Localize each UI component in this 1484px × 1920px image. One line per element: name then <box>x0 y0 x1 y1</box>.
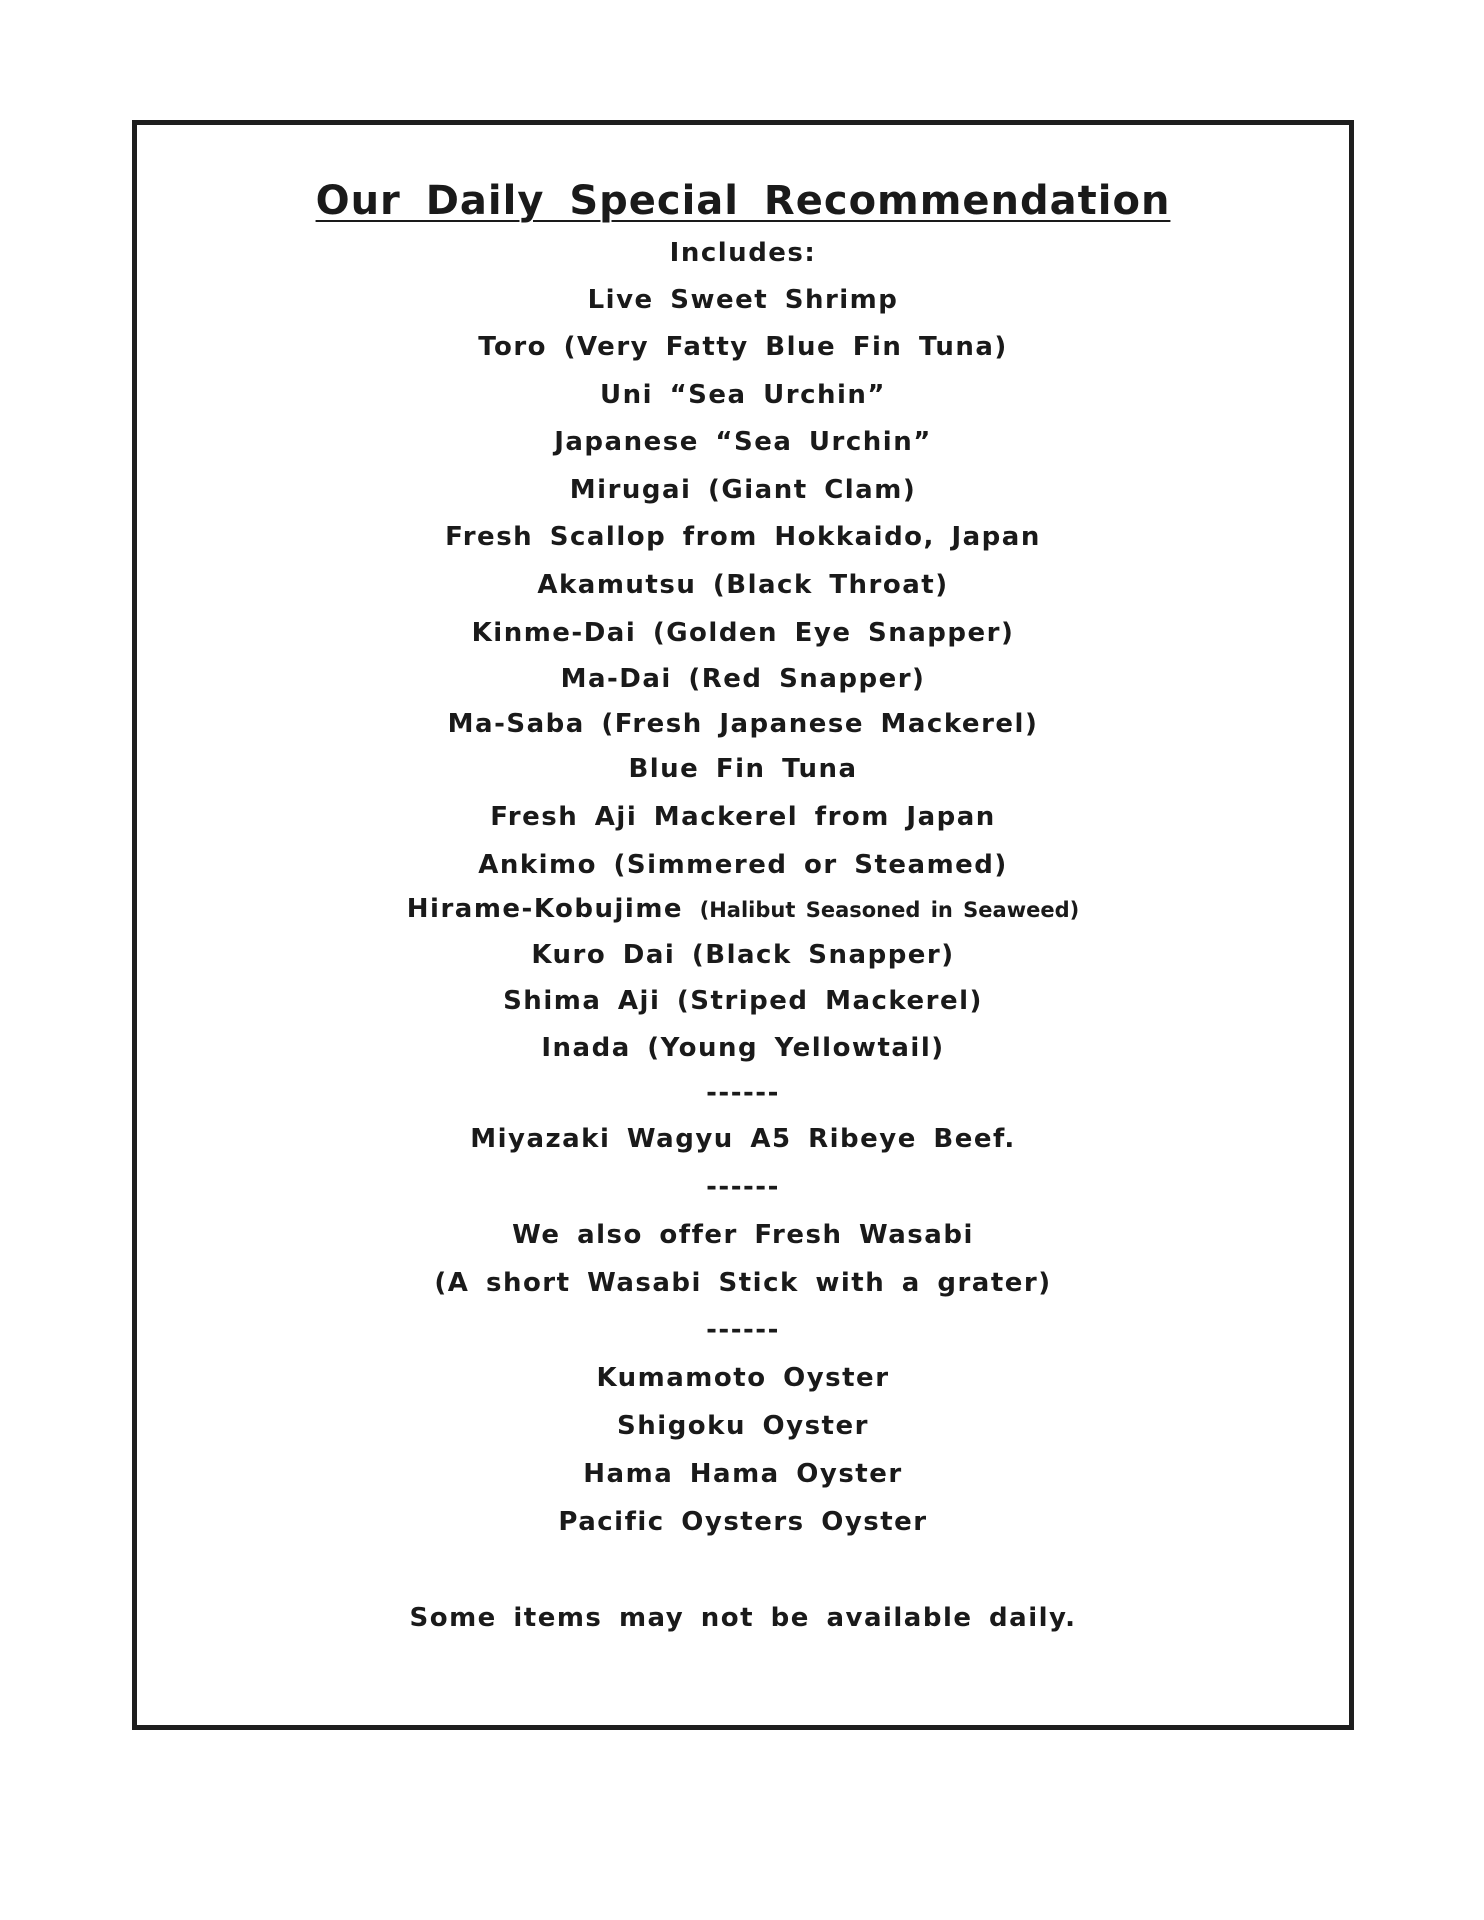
menu-item: Mirugai (Giant Clam) <box>569 475 917 505</box>
oyster-item: Pacific Oysters Oyster <box>558 1507 928 1537</box>
oyster-item: Kumamoto Oyster <box>596 1363 890 1393</box>
wasabi-line: We also offer Fresh Wasabi <box>512 1220 974 1250</box>
section-separator: ------ <box>706 1078 780 1108</box>
menu-item-beef: Miyazaki Wagyu A5 Ribeye Beef. <box>470 1124 1016 1154</box>
menu-item: Akamutsu (Black Throat) <box>537 570 949 600</box>
menu-item: Fresh Scallop from Hokkaido, Japan <box>445 522 1041 552</box>
menu-item: Kinme-Dai (Golden Eye Snapper) <box>471 618 1015 648</box>
section-separator: ------ <box>706 1315 780 1345</box>
menu-item-hirame <box>137 894 1349 924</box>
menu-frame <box>132 120 1354 1730</box>
menu-item: Fresh Aji Mackerel from Japan <box>490 802 996 832</box>
menu-item: Shima Aji (Striped Mackerel) <box>503 986 983 1016</box>
menu-item: Live Sweet Shrimp <box>587 285 899 315</box>
oyster-item: Hama Hama Oyster <box>583 1459 903 1489</box>
menu-item: Ankimo (Simmered or Steamed) <box>478 850 1008 880</box>
menu-item: Uni “Sea Urchin” <box>600 380 886 410</box>
menu-item-note: (Halibut Seasoned in Seaweed) <box>699 898 1080 922</box>
menu-item: Toro (Very Fatty Blue Fin Tuna) <box>478 332 1008 362</box>
oyster-item: Shigoku Oyster <box>617 1411 869 1441</box>
availability-note: Some items may not be available daily. <box>409 1603 1077 1633</box>
menu-item: Ma-Dai (Red Snapper) <box>560 664 926 694</box>
menu-title: Our Daily Special Recommendation <box>315 178 1171 224</box>
menu-item: Ma-Saba (Fresh Japanese Mackerel) <box>447 709 1039 739</box>
menu-item: Blue Fin Tuna <box>628 754 858 784</box>
section-separator: ------ <box>706 1172 780 1202</box>
menu-item: Inada (Young Yellowtail) <box>541 1033 945 1063</box>
menu-item-name: Hirame-Kobujime <box>406 894 684 924</box>
wasabi-line: (A short Wasabi Stick with a grater) <box>434 1268 1052 1298</box>
menu-item: Kuro Dai (Black Snapper) <box>531 940 955 970</box>
menu-item: Japanese “Sea Urchin” <box>554 427 932 457</box>
includes-label: Includes: <box>669 238 817 268</box>
